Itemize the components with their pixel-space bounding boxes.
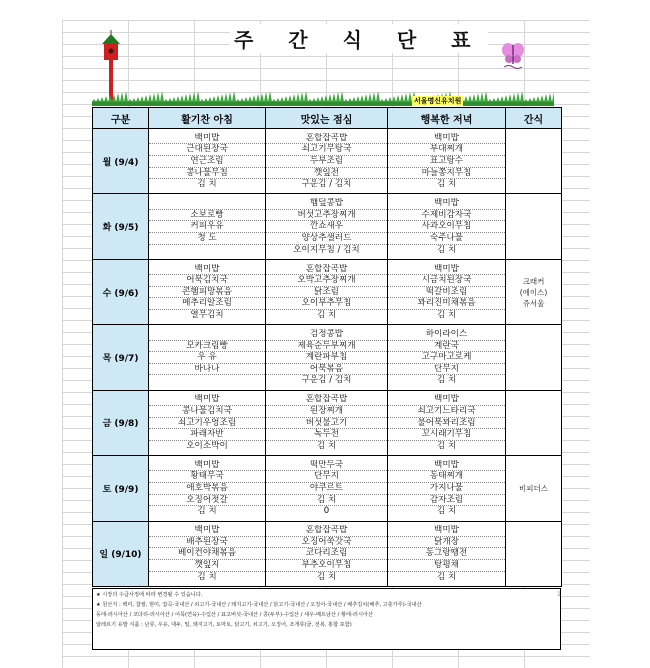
- breakfast-item: 청 도: [149, 233, 265, 245]
- menu-row: [93, 456, 562, 521]
- breakfast-cell: [149, 325, 266, 390]
- lunch-item: 오박고추장찌개: [266, 275, 387, 287]
- menu-row: [93, 325, 562, 390]
- day-label: 월 (9/4): [93, 129, 149, 194]
- lunch-item: 혼합잡곡밥: [266, 133, 387, 145]
- dinner-item: 닭개장: [388, 537, 505, 549]
- lunch-item: 녹두전: [266, 429, 387, 441]
- dinner-item: 수제비감자국: [388, 210, 505, 222]
- lunch-item: 깻잎전: [266, 168, 387, 180]
- breakfast-item: [149, 245, 265, 256]
- dinner-item: 백미밥: [388, 460, 505, 472]
- breakfast-item: 김 치: [197, 571, 217, 582]
- day-label: 목 (9/7): [93, 325, 149, 390]
- lunch-item: 김 치: [316, 309, 337, 320]
- lunch-item: 떡만두국: [266, 460, 387, 472]
- note-line: 동태-러시아산 / 코다리-러시아산 / 어묵(연육)-수입산 / 표고버섯-국내산 / 콩(두부)-수입산 / 새우-베트남산 / 황태-러시아산: [96, 612, 373, 618]
- lunch-cell: [266, 259, 388, 324]
- dinner-item: 김 치: [436, 244, 457, 255]
- snack-item: 비피더스: [519, 483, 548, 493]
- lunch-item: 두부조림: [266, 156, 387, 168]
- day-label: 금 (9/8): [93, 390, 149, 455]
- dinner-item: 동태찌개: [388, 471, 505, 483]
- lunch-item: 깐쇼새우: [266, 221, 387, 233]
- lunch-cell: [266, 325, 388, 390]
- dinner-item: 김 치: [436, 506, 457, 517]
- breakfast-item: 백미밥: [149, 394, 265, 406]
- lunch-item: 단무지: [266, 471, 387, 483]
- header-breakfast: 활기찬 아침: [149, 108, 266, 129]
- breakfast-item: 애호박볶음: [149, 483, 265, 495]
- day-label: 수 (9/6): [93, 259, 149, 324]
- breakfast-cell: [149, 194, 266, 259]
- lunch-item: 김 치: [316, 571, 337, 582]
- lunch-item: 버섯불고기: [266, 418, 387, 430]
- lunch-item: 계란파부침: [266, 352, 387, 364]
- breakfast-item: 열무김치: [190, 309, 224, 320]
- breakfast-item: 백미밥: [149, 525, 265, 537]
- dinner-item: 백미밥: [388, 133, 505, 145]
- snack-cell: [506, 390, 562, 455]
- breakfast-item: 소보로빵: [149, 210, 265, 222]
- day-label: 토 (9/9): [93, 456, 149, 521]
- lunch-item: 닭조림: [266, 287, 387, 299]
- snack-cell: [506, 129, 562, 194]
- dinner-item: 사과오이무침: [388, 221, 505, 233]
- dinner-item: 표고탕수: [388, 156, 505, 168]
- dinner-item: 탕평채: [388, 560, 505, 572]
- breakfast-item: 오이소박이: [186, 440, 228, 451]
- lunch-item: 부추오이무침: [266, 560, 387, 572]
- lunch-item: 혼합잡곡밥: [266, 264, 387, 276]
- header-row: [93, 108, 562, 129]
- dinner-cell: [388, 325, 506, 390]
- breakfast-item: 오징어젓갈: [149, 495, 265, 507]
- breakfast-item: 근대된장국: [149, 144, 265, 156]
- breakfast-item: 백미밥: [149, 460, 265, 472]
- breakfast-item: 백미밥: [149, 133, 265, 145]
- dinner-item: 부대찌개: [388, 144, 505, 156]
- lunch-cell: [266, 521, 388, 586]
- breakfast-item: 콩나물무침: [149, 168, 265, 180]
- lunch-item: 검정콩밥: [266, 329, 387, 341]
- weekly-menu-table: [92, 107, 562, 587]
- lunch-item: 혼합잡곡밥: [266, 525, 387, 537]
- breakfast-cell: [149, 456, 266, 521]
- butterfly-icon: [500, 40, 526, 70]
- snack-item: (에이스): [519, 287, 548, 297]
- dinner-cell: [388, 456, 506, 521]
- breakfast-item: 모카크림빵: [149, 341, 265, 353]
- dinner-item: 김 치: [436, 440, 457, 451]
- breakfast-item: 베이컨야채볶음: [149, 548, 265, 560]
- breakfast-cell: [149, 521, 266, 586]
- breakfast-item: 콩나물김치국: [149, 406, 265, 418]
- lunch-item: 구운김 / 김치: [301, 375, 352, 386]
- lunch-cell: [266, 390, 388, 455]
- menu-row: [93, 390, 562, 455]
- breakfast-item: 커피우유: [149, 221, 265, 233]
- header-day: 구분: [93, 108, 149, 129]
- header-dinner: 행복한 저녁: [388, 108, 506, 129]
- breakfast-item: [149, 329, 265, 341]
- snack-cell: [506, 194, 562, 259]
- snack-cell: [506, 521, 562, 586]
- menu-row: [93, 194, 562, 259]
- breakfast-item: 김 치: [197, 179, 217, 190]
- menu-row: [93, 259, 562, 324]
- header-snack: 간식: [506, 108, 562, 129]
- breakfast-item: 배추된장국: [149, 537, 265, 549]
- lunch-item: 오이부추무침: [266, 298, 387, 310]
- lunch-item: 혼합잡곡밥: [266, 394, 387, 406]
- breakfast-item: 황태무국: [149, 471, 265, 483]
- dinner-item: 감자조림: [388, 495, 505, 507]
- dinner-item: 동그랑땡전: [388, 548, 505, 560]
- breakfast-item: 메추리알조림: [149, 298, 265, 310]
- dinner-item: 김 치: [436, 375, 457, 386]
- lunch-item: 된장찌개: [266, 406, 387, 418]
- dinner-cell: [388, 259, 506, 324]
- lunch-item: 구운김 / 김치: [301, 179, 352, 190]
- breakfast-item: 백미밥: [149, 264, 265, 276]
- breakfast-item: 연근조림: [149, 156, 265, 168]
- page-title: 주 간 식 단 표: [230, 24, 488, 53]
- breakfast-item: 어묵김치국: [149, 275, 265, 287]
- dinner-item: 김 치: [436, 179, 457, 190]
- lunch-cell: [266, 129, 388, 194]
- breakfast-item: 김 치: [197, 506, 217, 517]
- lunch-item: 김 치: [266, 495, 387, 507]
- dinner-item: 고구마고로케: [388, 352, 505, 364]
- breakfast-item: 파래자반: [149, 429, 265, 441]
- dinner-cell: [388, 194, 506, 259]
- lunch-item: 야쿠르트: [266, 483, 387, 495]
- dinner-item: 꽈리진미채볶음: [388, 298, 505, 310]
- menu-row: [93, 521, 562, 586]
- lunch-item: 어묵볶음: [266, 364, 387, 376]
- dinner-cell: [388, 521, 506, 586]
- breakfast-item: [149, 375, 265, 386]
- breakfast-item: 바나나: [149, 364, 265, 376]
- day-label: 화 (9/5): [93, 194, 149, 259]
- breakfast-item: 우 유: [149, 352, 265, 364]
- lunch-cell: [266, 456, 388, 521]
- lunch-item: 김 치: [316, 440, 337, 451]
- grass-border-icon: [92, 90, 554, 106]
- lunch-cell: [266, 194, 388, 259]
- breakfast-cell: [149, 390, 266, 455]
- dinner-item: 불어묵꽈리조림: [388, 418, 505, 430]
- snack-cell: [506, 456, 562, 521]
- snack-item: 쥬서울: [522, 298, 545, 308]
- dinner-item: 떡갈비조림: [388, 287, 505, 299]
- dinner-item: 백미밥: [388, 525, 505, 537]
- note-line: 알레르기 유발 식품 : 난류, 우유, 대두, 밀, 돼지고기, 토마토, 닭고기, 쇠고기, 오징어, 조개류(굴, 전복, 홍합 포함): [96, 622, 352, 628]
- dinner-item: 김 치: [436, 571, 457, 582]
- dinner-item: 쇠고기느타리국: [388, 406, 505, 418]
- breakfast-item: 쇠고기우엉조림: [149, 418, 265, 430]
- dinner-item: 마늘쫑지무침: [388, 168, 505, 180]
- header-lunch: 맛있는 점심: [266, 108, 388, 129]
- notes-box: [92, 588, 561, 650]
- dinner-item: 백미밥: [388, 394, 505, 406]
- lunch-item: 햄덮콩밥: [266, 198, 387, 210]
- breakfast-cell: [149, 129, 266, 194]
- lunch-item: 양상추샐러드: [266, 233, 387, 245]
- note-line: ★ 시장의 수급사정에 따라 변경될 수 있습니다.: [96, 592, 203, 598]
- dinner-item: 단무지: [388, 364, 505, 376]
- snack-cell: [506, 325, 562, 390]
- day-label: 일 (9/10): [93, 521, 149, 586]
- dinner-item: 김 치: [436, 309, 457, 320]
- lunch-item: 제육순두부찌개: [266, 341, 387, 353]
- dinner-item: 하이라이스: [388, 329, 505, 341]
- lunch-item: 코다리조림: [266, 548, 387, 560]
- dinner-item: 가지나물: [388, 483, 505, 495]
- dinner-item: 백미밥: [388, 198, 505, 210]
- dinner-item: 백미밥: [388, 264, 505, 276]
- breakfast-item: 콘햄피망볶음: [149, 287, 265, 299]
- school-name: 서울명신유치원: [414, 97, 462, 105]
- lunch-item: 버섯고추장찌개: [266, 210, 387, 222]
- menu-row: [93, 129, 562, 194]
- lunch-item: 0: [323, 506, 330, 517]
- dinner-item: 시금치된장국: [388, 275, 505, 287]
- breakfast-item: 깻잎지: [149, 560, 265, 572]
- dinner-item: 숙주나물: [388, 233, 505, 245]
- note-line: ★ 원산지 : 백미, 찹쌀, 현미, 잡곡-국내산 / 쇠고기-국내산 / 돼지고기-국내산 / 닭고기-국내산 / 오징어-국내산 / 배추김치(배추, 고춧가루)-국내산: [96, 602, 422, 608]
- lunch-item: 쇠고기무탕국: [266, 144, 387, 156]
- breakfast-item: [149, 198, 265, 210]
- page-number: 1: [557, 591, 561, 598]
- dinner-cell: [388, 390, 506, 455]
- lunch-item: 오이지무침 / 김치: [293, 244, 360, 255]
- snack-item: 크래커: [522, 276, 545, 286]
- snack-cell: [506, 259, 562, 324]
- dinner-item: 꼬시래기무침: [388, 429, 505, 441]
- breakfast-cell: [149, 259, 266, 324]
- dinner-item: 계란국: [388, 341, 505, 353]
- dinner-cell: [388, 129, 506, 194]
- lunch-item: 오징어쑥갓국: [266, 537, 387, 549]
